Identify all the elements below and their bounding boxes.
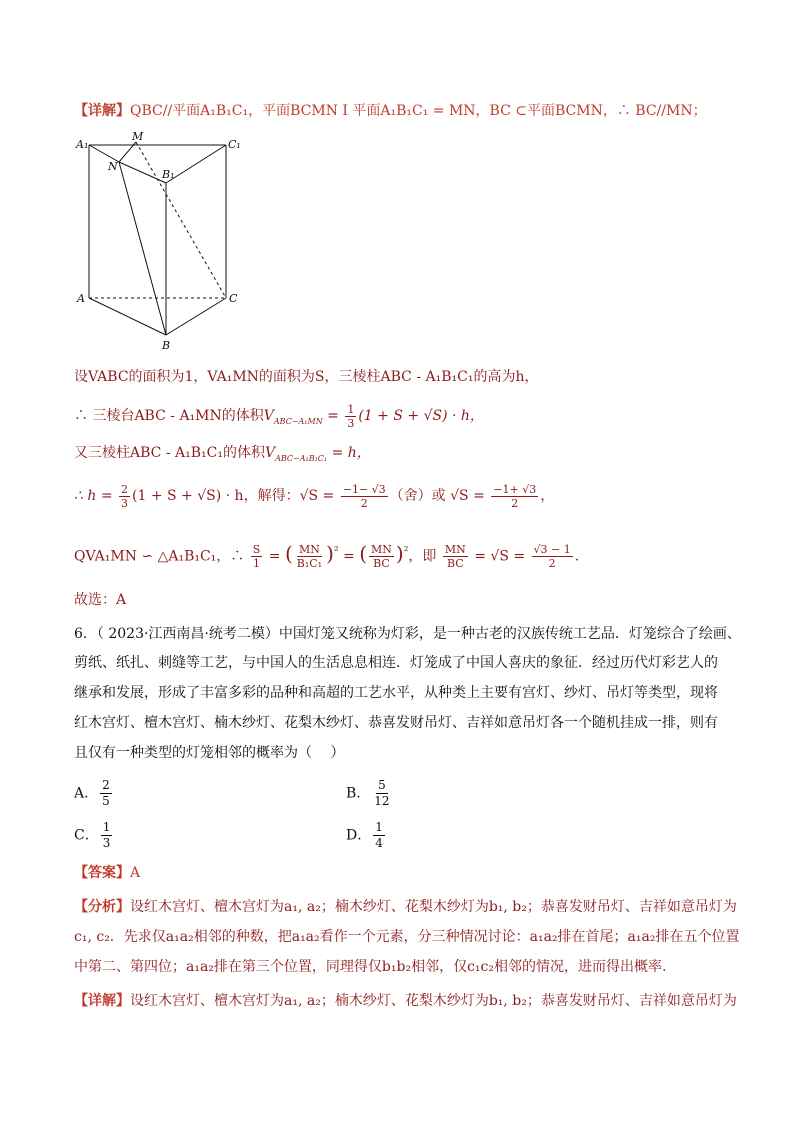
label-B: B xyxy=(162,339,171,352)
punct: ， xyxy=(540,488,555,504)
answer-tag: 【答案】 xyxy=(74,865,130,881)
question-line-5: 且仅有一种类型的灯笼相邻的概率为（ ） xyxy=(74,745,345,761)
ratio-s-1: $\frac{S}{1}$ xyxy=(252,543,261,571)
option-a-value: $\frac{2}{5}$ xyxy=(102,778,110,808)
question-line-1: 6．（ 2023·江西南昌·统考二模）中国灯笼又统称为灯彩，是一种古老的汉族传统工艺品．灯笼综合了绘画、 xyxy=(74,626,741,642)
fraction-two-thirds: $\frac{2}{3}$ xyxy=(121,482,129,510)
frustum-volume-label: ∴ 三棱台ABC - A₁MN的体积 xyxy=(74,408,264,424)
question-line-4: 红木宫灯、檀木宫灯、楠木纱灯、花梨木纱灯、恭喜发财吊灯、吉祥如意吊灯各一个随机挂成一排，则有 xyxy=(74,715,718,731)
detail-text: QBC//平面A₁B₁C₁，平面BCMN I 平面A₁B₁C₁ = MN，BC ⊂平面BCMN，∴ BC//MN； xyxy=(130,103,707,119)
volume-symbol: V xyxy=(263,408,274,424)
label-C1: C₁ xyxy=(228,138,241,151)
option-b-label: B． xyxy=(346,785,371,802)
option-c-value: $\frac{1}{3}$ xyxy=(102,820,111,850)
area-setup: 设VABC的面积为1，VA₁MN的面积为S，三棱柱ABC - A₁B₁C₁的高为h， xyxy=(74,369,539,385)
analysis-line-2: c₁, c₂．先求仅a₁a₂相邻的种数，把a₁a₂看作一个元素，分三种情况讨论：a₁a₂排在首尾；a₁a₂排在五个位置 xyxy=(74,929,740,945)
option-d[interactable] xyxy=(346,820,387,851)
question-line-2: 剪纸、纸扎、刺缝等工艺，与中国人的生活息息相连．灯笼成了中国人喜庆的象征．经过历代灯彩艺人的 xyxy=(74,655,718,671)
question-line-3: 继承和发展，形成了丰富多彩的品种和高超的工艺水平，从种类上主要有宫灯、纱灯、吊灯等类型，现将 xyxy=(74,685,718,701)
square: ² xyxy=(403,544,409,558)
analysis-tag: 【分析】 xyxy=(74,899,130,915)
prism-figure xyxy=(74,130,254,352)
edge-B1-C1 xyxy=(166,145,226,183)
option-a-label: A． xyxy=(74,785,99,802)
solution-line-1 xyxy=(74,367,734,387)
option-b-value: $\frac{5}{12}$ xyxy=(374,778,390,808)
solution-line-3 xyxy=(74,443,734,469)
h-equation-start: ∴ h = xyxy=(74,488,113,504)
label-N: N xyxy=(108,160,118,173)
solution-line-5 xyxy=(74,531,734,577)
answer-choice: 故选：A xyxy=(74,592,127,608)
square: ² xyxy=(333,544,339,558)
option-c-label: C． xyxy=(74,827,99,844)
option-a[interactable] xyxy=(74,778,114,809)
solution-line-2 xyxy=(74,401,734,437)
analysis-line-1 xyxy=(74,897,737,917)
option-c[interactable] xyxy=(74,820,114,851)
prism-volume-expr: = h， xyxy=(331,445,371,461)
solution-line-4 xyxy=(74,480,734,512)
option-d-value: $\frac{1}{4}$ xyxy=(375,820,383,850)
reject-note: （舍）或 √S = xyxy=(389,488,485,504)
root-positive: $\frac{-1+ √3}{2}$ xyxy=(493,482,537,510)
detail-line-1 xyxy=(74,101,734,121)
analysis-text-1: 设红木宫灯、檀木宫灯为a₁, a₂；楠木纱灯、花梨木纱灯为b₁, b₂；恭喜发财吊灯、吉祥如意吊灯为 xyxy=(130,899,737,915)
prism-volume-label: 又三棱柱ABC - A₁B₁C₁的体积 xyxy=(74,445,265,461)
answer-value: A xyxy=(130,865,141,881)
solve-expr: (1 + S + √S) · h，解得：√S = xyxy=(132,488,335,504)
edge-N-B1 xyxy=(119,162,166,183)
equals: = xyxy=(327,408,339,424)
similarity-statement: QVA₁MN ∽ △A₁B₁C₁，∴ xyxy=(74,548,245,565)
label-M: M xyxy=(132,130,144,143)
detail2-line xyxy=(74,991,737,1011)
equals-sqrt-s: = √S = xyxy=(474,548,526,565)
final-ratio: $\frac{√3 - 1}{2}$ xyxy=(533,543,571,571)
paren-close: ) xyxy=(326,541,334,566)
volume-subscript: ABC−A₁MN xyxy=(273,416,323,426)
detail-tag: 【详解】 xyxy=(74,103,130,119)
paren-open: ( xyxy=(359,541,368,566)
label-C: C xyxy=(229,292,238,305)
option-d-label: D． xyxy=(346,827,372,844)
label-B1: B₁ xyxy=(162,168,175,181)
paren-close: ) xyxy=(395,541,404,566)
edge-N-B xyxy=(119,162,166,335)
punct: . xyxy=(574,548,580,565)
volume-symbol: V xyxy=(264,445,276,461)
answer-choice-line xyxy=(74,590,734,610)
label-A: A xyxy=(77,292,85,305)
frustum-volume-expr: (1 + S + √S) · h， xyxy=(358,408,484,424)
option-b[interactable] xyxy=(346,778,394,809)
detail2-text: 设红木宫灯、檀木宫灯为a₁, a₂；楠木纱灯、花梨木纱灯为b₁, b₂；恭喜发财吊灯、吉祥如意吊灯为 xyxy=(130,993,737,1009)
detail2-tag: 【详解】 xyxy=(74,993,130,1009)
answer-line xyxy=(74,863,734,883)
ratio-mn-bc: $\frac{MN}{BC}$ xyxy=(371,543,392,571)
ratio-mn-b1c1: $\frac{MN}{\text{B₁C₁}}$ xyxy=(296,543,323,571)
paren-open: ( xyxy=(284,541,293,566)
volume-subscript: ABC−A₁B₁C₁ xyxy=(275,453,328,463)
analysis-line-3: 中第二、第四位；a₁a₂排在第三个位置，同理得仅b₁b₂相邻，仅c₁c₂相邻的情况，进而得出概率. xyxy=(74,959,667,975)
fraction-one-third: $\frac{1}{3}$ xyxy=(347,402,355,430)
edge-A-B xyxy=(89,298,166,335)
label-A1: A₁ xyxy=(76,138,89,151)
namely: ，即 xyxy=(408,548,437,565)
equals: = xyxy=(343,548,355,565)
equals: = xyxy=(268,548,281,565)
ratio-mn-bc-final: $\frac{MN}{BC}$ xyxy=(444,543,466,571)
edge-B-C xyxy=(166,298,226,335)
root-negative: $\frac{-1- √3}{2}$ xyxy=(342,482,386,510)
